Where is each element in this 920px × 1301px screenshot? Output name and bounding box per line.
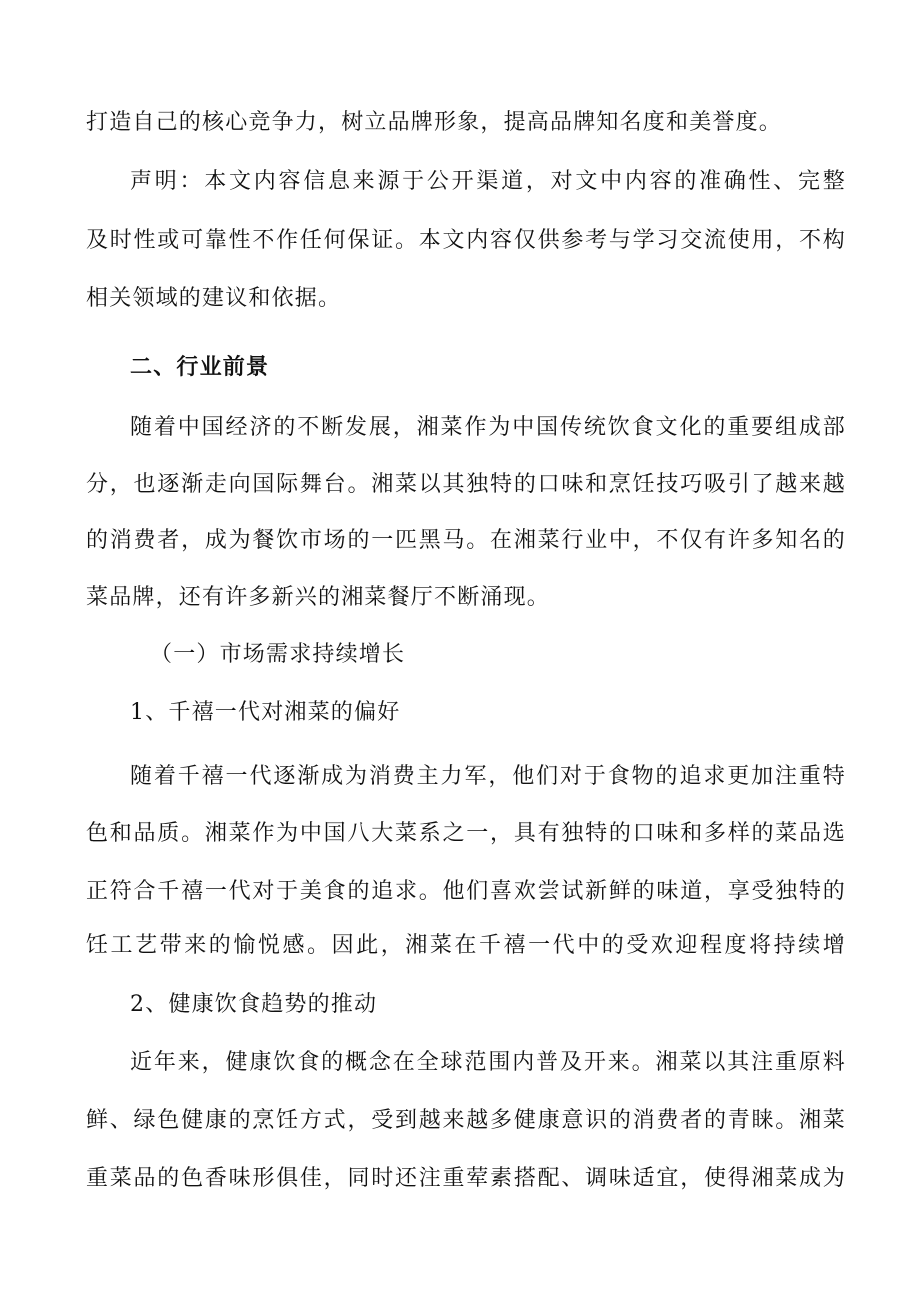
paragraph-line: 重菜品的色香味形俱佳，同时还注重荤素搭配、调味适宜，使得湘菜成为 — [86, 1166, 846, 1191]
paragraph-line: 的消费者，成为餐饮市场的一匹黑马。在湘菜行业中，不仅有许多知名的 — [86, 528, 846, 553]
paragraph-line: 随着千禧一代逐渐成为消费主力军，他们对于食物的追求更加注重特 — [130, 764, 846, 789]
section-heading: 二、行业前景 — [130, 354, 270, 380]
paragraph-line: 鲜、绿色健康的烹饪方式，受到越来越多健康意识的消费者的青睐。湘菜 — [86, 1108, 846, 1133]
disclaimer-line: 相关领域的建议和依据。 — [86, 286, 342, 311]
paragraph-line: 近年来，健康饮食的概念在全球范围内普及开来。湘菜以其注重原料 — [130, 1050, 846, 1075]
subsection-heading: （一）市场需求持续增长 — [150, 642, 406, 667]
paragraph-line: 分，也逐渐走向国际舞台。湘菜以其独特的口味和烹饪技巧吸引了越来越 — [86, 472, 846, 497]
item-heading: 2、健康饮食趋势的推动 — [130, 992, 378, 1017]
paragraph-line: 随着中国经济的不断发展，湘菜作为中国传统饮食文化的重要组成部 — [130, 415, 846, 440]
paragraph-line: 色和品质。湘菜作为中国八大菜系之一，具有独特的口味和多样的菜品选 — [86, 821, 846, 846]
disclaimer-line: 及时性或可靠性不作任何保证。本文内容仅供参考与学习交流使用，不构 — [86, 228, 846, 253]
disclaimer-line: 声明：本文内容信息来源于公开渠道，对文中内容的准确性、完整 — [130, 169, 846, 194]
paragraph-line: 菜品牌，还有许多新兴的湘菜餐厅不断涌现。 — [86, 585, 551, 610]
paragraph-line: 饪工艺带来的愉悦感。因此，湘菜在千禧一代中的受欢迎程度将持续增 — [86, 933, 846, 958]
paragraph-line: 打造自己的核心竞争力，树立品牌形象，提高品牌知名度和美誉度。 — [86, 110, 783, 135]
item-heading: 1、千禧一代对湘菜的偏好 — [130, 700, 401, 725]
paragraph-line: 正符合千禧一代对于美食的追求。他们喜欢尝试新鲜的味道，享受独特的 — [86, 879, 846, 904]
